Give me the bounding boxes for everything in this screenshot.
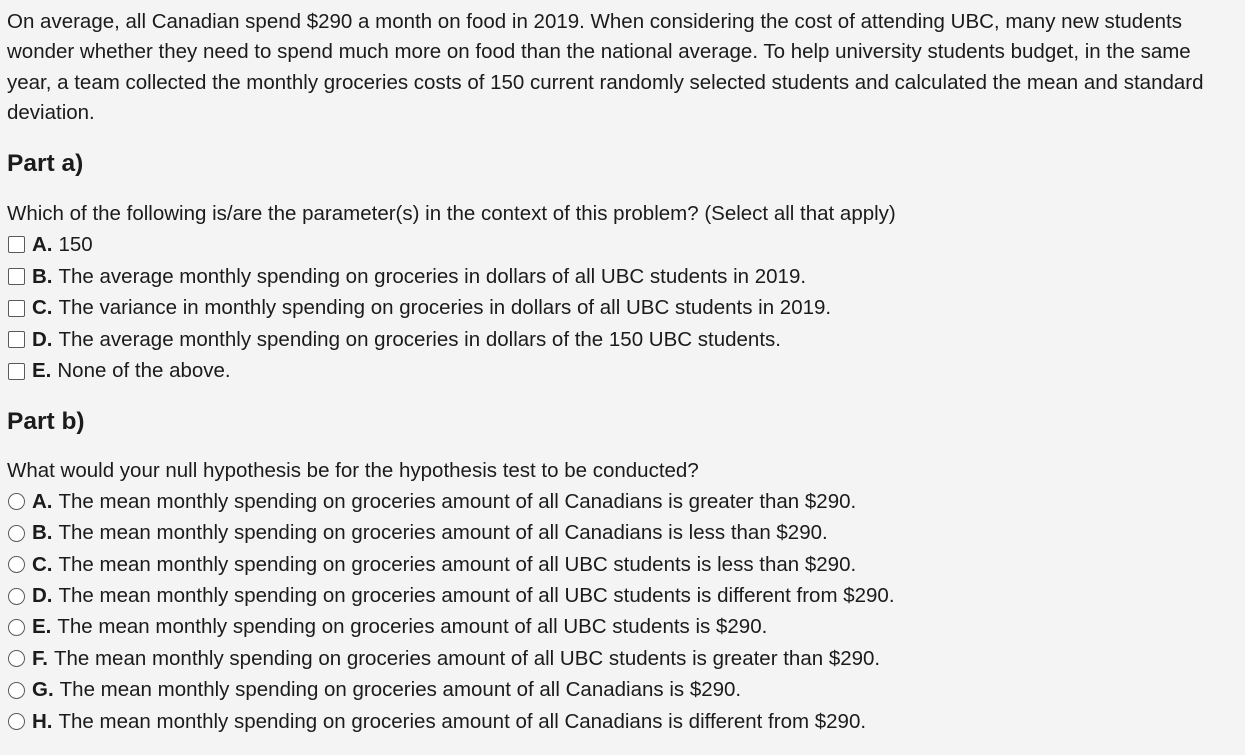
part-b-option-a[interactable] — [7, 486, 1238, 517]
option-text: The variance in monthly spending on groceries in dollars of all UBC students in 2019. — [58, 296, 832, 320]
part-a-options — [7, 229, 1238, 387]
part-b-option-b[interactable] — [7, 518, 1238, 549]
option-h-radio[interactable] — [8, 713, 25, 730]
option-a-checkbox[interactable] — [8, 236, 25, 253]
option-letter: E. — [32, 359, 52, 383]
part-b-option-e[interactable] — [7, 612, 1238, 643]
option-text: The mean monthly spending on groceries amount of all UBC students is less than $290. — [58, 552, 857, 576]
part-b-option-f[interactable] — [7, 643, 1238, 674]
part-b-option-h[interactable] — [7, 706, 1238, 737]
option-text: The mean monthly spending on groceries amount of all Canadians is $290. — [59, 678, 742, 702]
option-e-checkbox[interactable] — [8, 363, 25, 380]
part-b-option-c[interactable] — [7, 549, 1238, 580]
option-d-checkbox[interactable] — [8, 331, 25, 348]
option-b-checkbox[interactable] — [8, 268, 25, 285]
part-b-title: Part b) — [7, 408, 85, 436]
option-letter: C. — [32, 552, 53, 576]
option-letter: H. — [32, 709, 53, 733]
option-a-radio[interactable] — [8, 493, 25, 510]
option-text: The mean monthly spending on groceries amount of all Canadians is less than $290. — [58, 521, 828, 545]
option-letter: A. — [32, 489, 53, 513]
part-a-option-b[interactable] — [7, 261, 1238, 293]
option-letter: A. — [32, 232, 53, 256]
option-text: The mean monthly spending on groceries amount of all UBC students is different from $290. — [58, 584, 895, 608]
part-b-options — [7, 486, 1238, 737]
option-letter: B. — [32, 521, 53, 545]
option-letter: B. — [32, 264, 53, 288]
option-b-radio[interactable] — [8, 525, 25, 542]
option-letter: C. — [32, 296, 53, 320]
option-text: The average monthly spending on groceries in dollars of the 150 UBC students. — [58, 327, 781, 351]
option-letter: D. — [32, 584, 53, 608]
option-g-radio[interactable] — [8, 682, 25, 699]
option-letter: E. — [32, 615, 52, 639]
option-letter: G. — [32, 678, 54, 702]
part-a-option-a[interactable] — [7, 229, 1238, 261]
option-d-radio[interactable] — [8, 588, 25, 605]
option-text: None of the above. — [57, 359, 231, 383]
part-a-option-c[interactable] — [7, 292, 1238, 324]
option-e-radio[interactable] — [8, 619, 25, 636]
part-a-option-d[interactable] — [7, 324, 1238, 356]
part-b-option-d[interactable] — [7, 580, 1238, 611]
option-text: The average monthly spending on groceries in dollars of all UBC students in 2019. — [58, 264, 807, 288]
problem-intro: On average, all Canadian spend $290 a month on food in 2019. When considering the cost of attending UBC, many new students wonder whether they need to spend much more on food than the national average. To help university students budget, in the same year, a team collected the monthly groceries costs of 150 current randomly selected students and calculated the mean and standard deviation. — [7, 10, 1204, 124]
part-b-option-g[interactable] — [7, 675, 1238, 706]
option-text: The mean monthly spending on groceries amount of all UBC students is $290. — [57, 615, 768, 639]
option-text: The mean monthly spending on groceries amount of all Canadians is different from $290. — [58, 709, 867, 733]
option-letter: D. — [32, 327, 53, 351]
option-c-radio[interactable] — [8, 556, 25, 573]
part-a-option-e[interactable] — [7, 356, 1238, 388]
option-text: The mean monthly spending on groceries amount of all Canadians is greater than $290. — [58, 489, 857, 513]
option-letter: F. — [32, 646, 48, 670]
option-c-checkbox[interactable] — [8, 300, 25, 317]
option-text: The mean monthly spending on groceries amount of all UBC students is greater than $290. — [53, 646, 881, 670]
option-f-radio[interactable] — [8, 650, 25, 667]
part-a-question: Which of the following is/are the parameter(s) in the context of this problem? (Select all that apply) — [7, 202, 896, 226]
option-text: 150 — [58, 232, 93, 256]
part-a-title: Part a) — [7, 150, 84, 178]
part-b-question: What would your null hypothesis be for the hypothesis test to be conducted? — [7, 459, 699, 483]
